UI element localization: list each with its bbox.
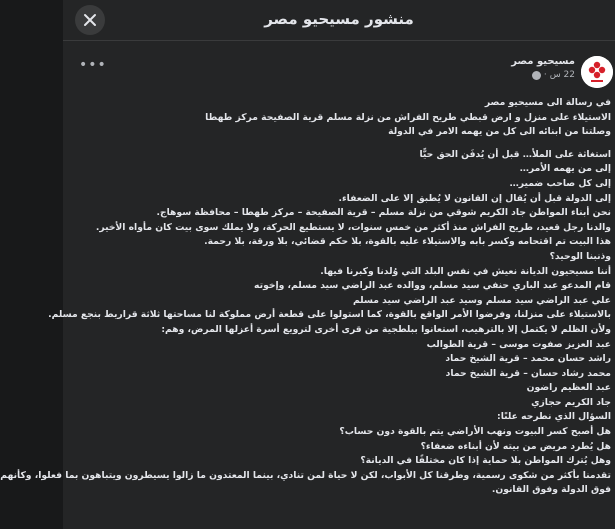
body-line: راشد حسان محمد – قرية الشيخ حماد — [445, 353, 611, 365]
body-line: علي عبد الراضي سيد مسلم وسيد عبد الراضي سيد مسلم — [352, 294, 611, 306]
more-options-button[interactable] — [79, 57, 107, 73]
intro-line: وصلتنا من ابنائه الى كل من يهمه الامر في الدولة — [388, 126, 611, 138]
body-line: عبد العزيز صفوت موسى – قرية الطوالب — [426, 338, 611, 350]
body-line: جاد الكريم حجازي — [531, 396, 611, 408]
post-meta — [532, 70, 575, 80]
body-line: إلى من يهمه الأمر… — [519, 163, 611, 175]
modal-header — [63, 0, 615, 41]
post-text — [0, 96, 611, 498]
body-line: هذا البيت تم اقتحامه وكسر بابه والاستيلاء عليه بالقوة، بلا حكم قضائي، بلا ورقة، بلا رحمة. — [204, 236, 611, 248]
modal-title: منشور مسيحيو مصر — [264, 10, 414, 28]
body-line: قام المدعو عبد الباري حنفي سيد مسلم، ووالده عبد الراضي سيد مسلم، وإخوته — [254, 280, 611, 292]
body-line: وذنبنا الوحيد؟ — [549, 250, 611, 262]
body-line: ولأن الظلم لا يكتمل إلا بالترهيب، استعانوا ببلطجية من قرى أخرى لترويع أسرة أعزلها المرض، وهم: — [161, 323, 611, 335]
body-line: وهل يُترك المواطن بلا حماية إذا كان مختلفًا في الديانة؟ — [360, 455, 611, 467]
body-line: تقدمنا بأكثر من شكوى رسمية، وطرقنا كل الأبواب، لكن لا حياة لمن تنادي، بينما المعتدون ما زالوا يسيطرون ويتباهون بما فعلوا، وكأنهم — [0, 469, 611, 481]
intro-line: الاستيلاء على منزل و ارض قبطي طريح الفراش من نزلة مسلم قرية الصفيحة مركز طهطا — [205, 111, 611, 123]
more-icon: ••• — [79, 57, 107, 73]
paragraph-gap — [71, 140, 611, 148]
close-button[interactable] — [75, 5, 105, 35]
body-line: هل يُطرد مريض من بيته لأن أبناءه ضعفاء؟ — [420, 440, 611, 452]
page-name[interactable]: مسيحيو مصر — [511, 56, 575, 67]
globe-icon — [532, 71, 541, 80]
body-line: والدنا رجل قعيد، طريح الفراش منذ أكثر من خمس سنوات، لا يستطيع الحركة، ولا يملك سوى بيت كان مأواه الأخير. — [95, 221, 611, 233]
body-line: إلى كل صاحب ضمير… — [509, 177, 611, 189]
intro-line: في رسالة الى مسيحيو مصر — [484, 97, 611, 108]
body-line: نحن أبناء المواطن جاد الكريم شوقي من نزلة مسلم – قرية الصفيحة – مركز طهطا – محافظة سوهاج. — [156, 207, 611, 219]
post-time[interactable]: 22 س — [549, 70, 575, 80]
meta-separator: · — [543, 70, 547, 80]
body-line: بالاستيلاء على منزلنا، وفرضوا الأمر الواقع بالقوة، كما استولوا على قطعة أرض مملوكة لنا مساحتها ثلاثة قراريط بنجع مسلم. — [48, 309, 611, 321]
post-header — [63, 52, 615, 92]
body-line: السؤال الذي نطرحه علنًا: — [497, 411, 611, 423]
close-icon — [83, 13, 97, 27]
avatar[interactable] — [581, 56, 613, 88]
body-line: استغاثة على الملأ… قبل أن يُدفَن الحق حيًّا — [419, 148, 611, 160]
body-line: فوق الدولة وفوق القانون. — [491, 484, 611, 496]
body-line: محمد رشاد حسان – قرية الشيخ حماد — [445, 367, 611, 379]
body-line: هل أصبح كسر البيوت ونهب الأراضي يتم بالقوة دون حساب؟ — [339, 426, 611, 438]
body-line: عبد العظيم راضون — [526, 382, 611, 394]
body-line: إلى الدولة قبل أن يُقال إن القانون لا يُطبق إلا على الضعفاء. — [338, 192, 611, 204]
body-line: أننا مسيحيون الديانة نعيش في نفس البلد التي وُلدنا وكبرنا فيها. — [320, 265, 611, 277]
cross-logo-icon — [581, 56, 613, 88]
